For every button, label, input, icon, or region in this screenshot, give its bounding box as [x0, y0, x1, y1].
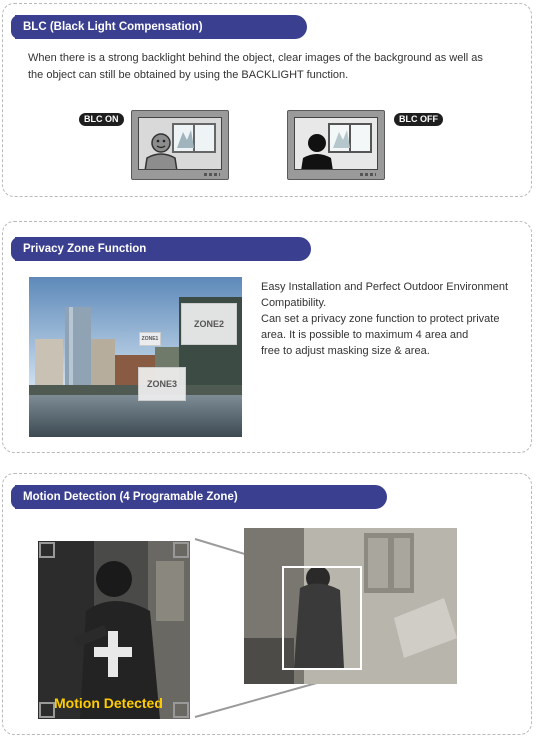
motion-header: Motion Detection (4 Programable Zone) [15, 485, 387, 509]
blc-header: BLC (Black Light Compensation) [15, 15, 307, 39]
blc-off-screen [294, 117, 378, 170]
motion-left-photo [38, 541, 190, 719]
motion-panel [2, 473, 532, 735]
privacy-text-line5: free to adjust masking size & area. [261, 345, 430, 357]
blc-off-monitor-dots [360, 173, 376, 176]
privacy-text-line2: Compatibility. [261, 297, 327, 309]
blc-on-badge: BLC ON [79, 113, 124, 126]
blc-panel [2, 3, 532, 197]
motion-right-photo [244, 528, 457, 684]
privacy-text-line1: Easy Installation and Perfect Outdoor Environment [261, 281, 509, 293]
motion-detected-caption: Motion Detected [54, 695, 163, 711]
blc-off-monitor [287, 110, 385, 180]
motion-subject-closeup-illustration [38, 541, 190, 719]
blc-on-monitor-dots [204, 173, 220, 176]
city-skyline-illustration [29, 277, 242, 437]
motion-detection-zone-box [282, 566, 362, 670]
blc-on-monitor [131, 110, 229, 180]
privacy-panel [2, 221, 532, 453]
privacy-text-line3: Can set a privacy zone function to protect private [261, 313, 500, 325]
privacy-header: Privacy Zone Function [15, 237, 311, 261]
privacy-text-line4: area. It is possible to maximum 4 area and [261, 329, 469, 341]
blc-off-badge: BLC OFF [394, 113, 443, 126]
blc-on-screen [138, 117, 222, 170]
blc-off-scene-illustration [295, 118, 378, 170]
blc-description-line2: the object can still be obtained by using the BACKLIGHT function. [28, 69, 349, 81]
privacy-zone2-mask: ZONE2 [181, 303, 237, 345]
blc-description-line1: When there is a strong backlight behind the object, clear images of the background as well as [28, 52, 483, 64]
privacy-zone3-mask: ZONE3 [138, 367, 186, 401]
privacy-city-photo [29, 277, 242, 437]
privacy-zone1-mask: ZONE1 [139, 332, 161, 346]
blc-on-scene-illustration [139, 118, 222, 170]
